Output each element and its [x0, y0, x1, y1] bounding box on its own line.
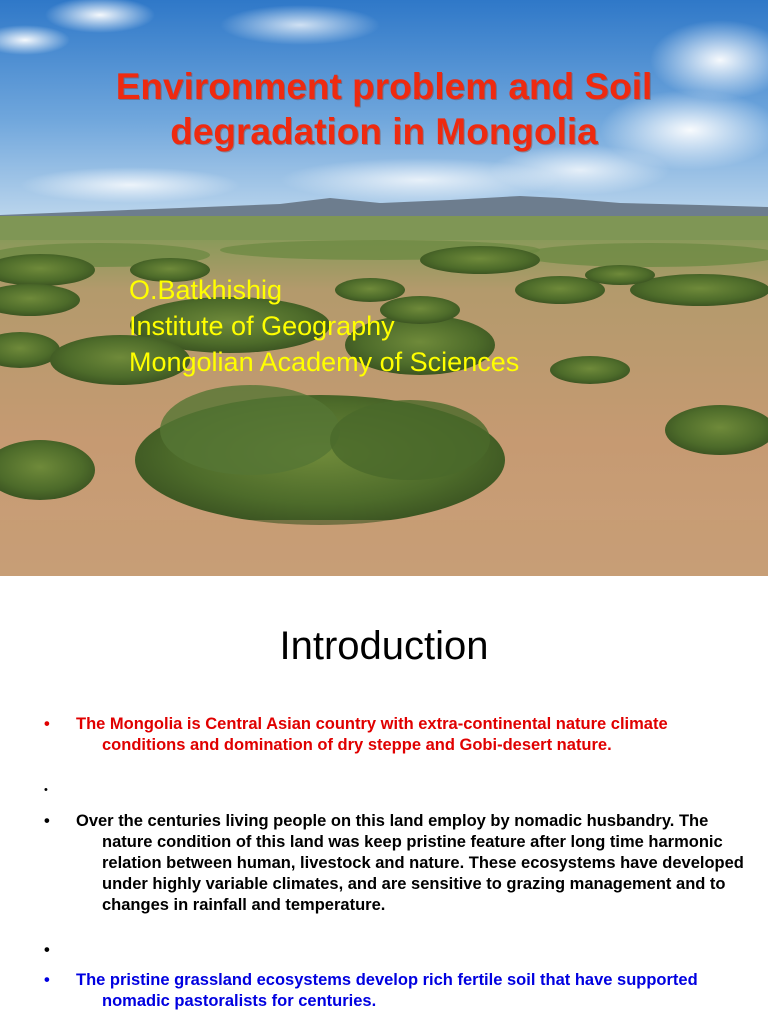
- author-name: O.Batkhishig: [129, 275, 283, 305]
- bullet-marker: •: [44, 971, 50, 989]
- bullet-text-3: The pristine grassland ecosystems develop rich fertile soil that have supported nomadic pastoralists for centuries.: [76, 971, 698, 1010]
- slide-title-line-2: degradation in Mongolia: [170, 111, 598, 152]
- bullet-marker: •: [44, 812, 50, 830]
- empty-bullet-marker: •: [44, 941, 50, 959]
- bullet-list-3: [44, 970, 744, 1012]
- slide-title-line-1: Environment problem and Soil: [115, 66, 653, 107]
- author-academy: Mongolian Academy of Sciences: [129, 347, 520, 377]
- author-block: [129, 272, 519, 380]
- bullet-text-1: The Mongolia is Central Asian country with extra-continental nature climate conditions and domination of dry steppe and Gobi-desert nature.: [76, 715, 668, 754]
- small-bullet-marker: •: [44, 784, 48, 796]
- bullet-list: [44, 714, 744, 756]
- bullet-list-2: [44, 811, 744, 916]
- bullet-item-3: [44, 970, 744, 1012]
- slide-title: [0, 64, 768, 154]
- introduction-slide: [0, 576, 768, 1024]
- bullet-text-2: Over the centuries living people on this land employ by nomadic husbandry. The nature condition of this land was keep pristine feature after long time harmonic relation between human, livestock and nature. These ecosystems have developed under highly variable climates, and are sensitive to grazing management and to changes in rainfall and temperature.: [76, 812, 744, 914]
- bullet-item-2: [44, 811, 744, 916]
- introduction-title: Introduction: [279, 624, 489, 668]
- author-institute: Institute of Geography: [129, 311, 395, 341]
- bullet-marker: •: [44, 715, 50, 733]
- bullet-item-1: [44, 714, 744, 756]
